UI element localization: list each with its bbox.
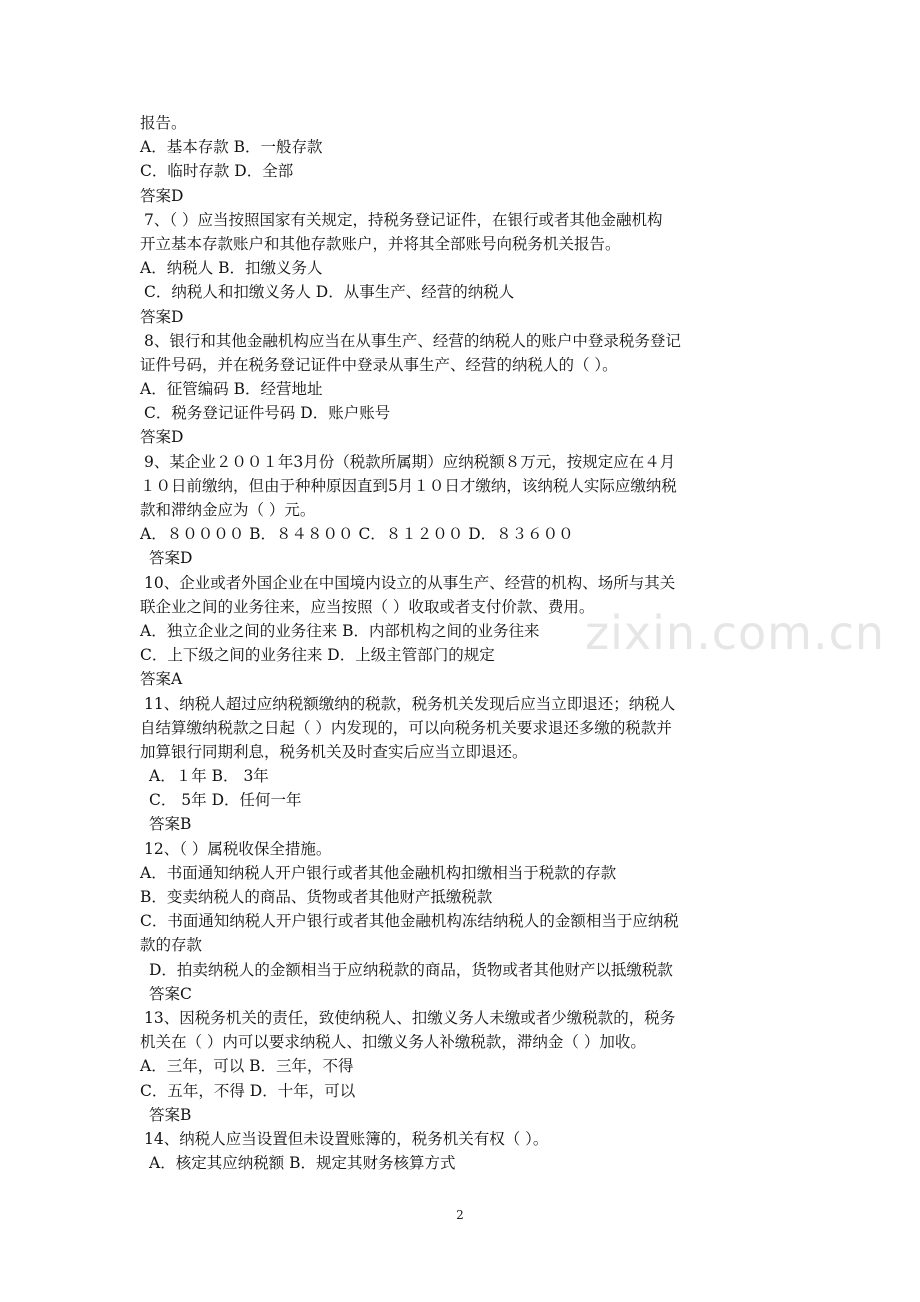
text-line: 12、（ ）属税收保全措施。 [144,839,332,858]
text-line: A．基本存款 B．一般存款 [140,138,323,157]
text-line: C．临时存款 D．全部 [140,162,294,181]
text-line: １０日前缴纳，但由于种种原因直到5月１０日才缴纳，该纳税人实际应缴纳税 [140,476,677,495]
text-line: A．三年，可以 B．三年，不得 [140,1057,354,1076]
text-line: D．拍卖纳税人的金额相当于应纳税款的商品，货物或者其他财产以抵缴税款 [149,960,673,979]
text-line: A．独立企业之间的业务往来 B．内部机构之间的业务往来 [140,621,540,640]
text-line: 款和滞纳金应为（ ）元。 [140,501,316,519]
text-line: 报告。 [140,114,187,132]
text-line: C．纳税人和扣缴义务人 D．从事生产、经营的纳税人 [144,283,515,302]
text-line: C．上下级之间的业务往来 D．上级主管部门的规定 [140,646,495,665]
text-line: 8、银行和其他金融机构应当在从事生产、经营的纳税人的账户中登录税务登记 [144,331,681,350]
text-line: B．变卖纳税人的商品、货物或者其他财产抵缴税款 [140,888,493,906]
text-line: 10、企业或者外国企业在中国境内设立的从事生产、经营的机构、场所与其关 [144,573,676,592]
text-line: 证件号码，并在税务登记证件中登录从事生产、经营的纳税人的（ ）。 [140,355,618,374]
text-line: A．征管编码 B．经营地址 [140,380,323,399]
text-line: 答案D [140,428,184,447]
text-line: 答案D [140,307,184,326]
text-line: 9、某企业２００１年3月份（税款所属期）应纳税额８万元，按规定应在４月 [144,452,676,471]
text-line: 机关在（ ）内可以要求纳税人、扣缴义务人补缴税款，滞纳金（ ）加收。 [140,1033,646,1052]
text-line: A．核定其应纳税额 B．规定其财务核算方式 [149,1154,456,1173]
text-line: A．８００００ B．８４８００ C．８１２００ D．８３６００ [140,525,574,544]
text-line: 13、因税务机关的责任，致使纳税人、扣缴义务人未缴或者少缴税款的，税务 [144,1008,676,1027]
text-line: C．五年，不得 D．十年，可以 [140,1081,356,1100]
text-line: 答案C [149,984,192,1003]
text-line: 7、（ ）应当按照国家有关规定，持税务登记证件，在银行或者其他金融机构 [144,210,663,229]
text-line: 答案B [149,815,192,834]
text-line: C．书面通知纳税人开户银行或者其他金融机构冻结纳税人的金额相当于应纳税 [140,912,679,931]
text-line: 答案D [140,186,184,205]
text-line: 11、纳税人超过应纳税额缴纳的税款，税务机关发现后应当立即退还；纳税人 [144,694,676,713]
document-body [140,111,800,1175]
text-line: 自结算缴纳税款之日起（ ）内发现的，可以向税务机关要求退还多缴的税款并 [140,718,672,737]
text-line: C．税务登记证件号码 D．账户账号 [144,404,391,423]
text-line: A．纳税人 B．扣缴义务人 [140,259,323,278]
text-line: 开立基本存款账户和其他存款账户，并将其全部账号向税务机关报告。 [140,234,621,253]
text-line: 答案D [149,549,193,568]
text-line: C． 5年 D．任何一年 [149,791,302,810]
text-line: 联企业之间的业务往来，应当按照（ ）收取或者支付价款、费用。 [140,597,595,616]
text-line: A．１年 B． 3年 [149,767,269,786]
text-line: 14、纳税人应当设置但未设置账簿的，税务机关有权（ ）。 [144,1129,549,1148]
text-line: 加算银行同期利息，税务机关及时查实后应当立即退还。 [140,742,528,761]
text-line: 答案B [149,1105,192,1124]
text-line: 款的存款 [140,936,203,955]
page-number: 2 [456,1208,464,1222]
text-line: A．书面通知纳税人开户银行或者其他金融机构扣缴相当于税款的存款 [140,863,617,882]
text-line: 答案A [140,670,183,689]
watermark: zixin.com.cn [585,606,886,660]
